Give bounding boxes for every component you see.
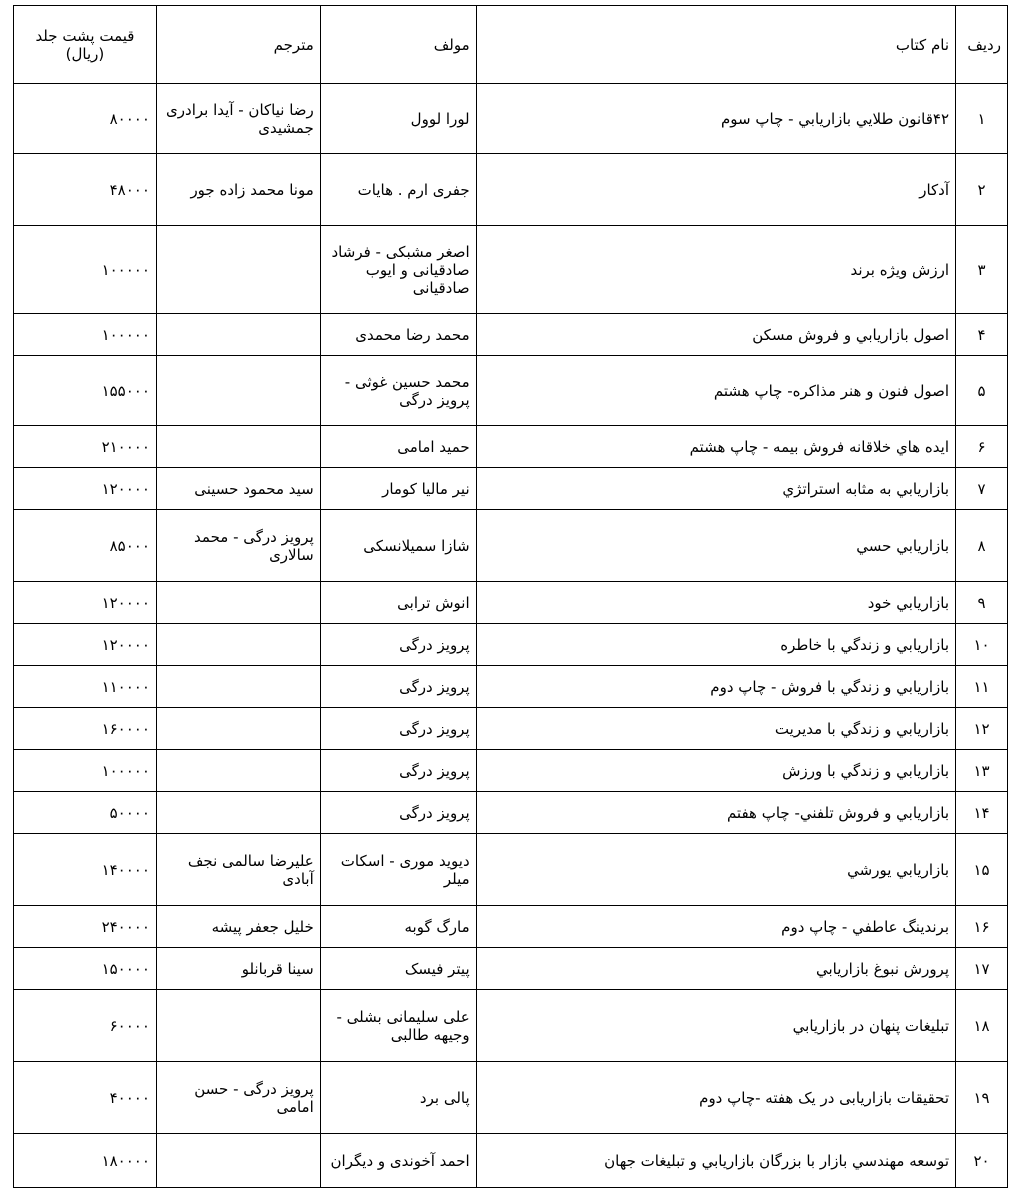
book-title-cell: بازاريابي و زندگي با خاطره	[476, 624, 955, 666]
book-title-cell: بازاريابي و زندگي با فروش - چاپ دوم	[476, 666, 955, 708]
translator-cell	[156, 750, 320, 792]
row-number-cell: ۹	[956, 582, 1008, 624]
translator-cell: علیرضا سالمی نجف آبادی	[156, 834, 320, 906]
table-row	[14, 356, 1008, 426]
book-title-cell: اصول فنون و هنر مذاکره- چاپ هشتم	[476, 356, 955, 426]
author-cell: انوش ترابی	[320, 582, 476, 624]
author-cell: پرویز درگی	[320, 666, 476, 708]
table-row	[14, 834, 1008, 906]
translator-cell	[156, 1134, 320, 1188]
table-body	[14, 84, 1008, 1188]
header-price: قیمت پشت جلد (ریال)	[14, 6, 157, 84]
translator-cell	[156, 990, 320, 1062]
row-number-cell: ۱	[956, 84, 1008, 154]
book-title-cell: بازاريابي خود	[476, 582, 955, 624]
author-cell: علی سلیمانی بشلی - وجیهه طالبی	[320, 990, 476, 1062]
book-title-cell: پرورش نبوغ بازاريابي	[476, 948, 955, 990]
translator-cell: پرویز درگی - محمد سالاری	[156, 510, 320, 582]
author-cell: لورا لوول	[320, 84, 476, 154]
table-row	[14, 582, 1008, 624]
price-cell: ۱۰۰۰۰۰	[14, 314, 157, 356]
author-cell: حمید امامی	[320, 426, 476, 468]
table-row	[14, 750, 1008, 792]
header-author: مولف	[320, 6, 476, 84]
table-row	[14, 792, 1008, 834]
book-title-cell: تبليغات پنهان در بازاريابي	[476, 990, 955, 1062]
row-number-cell: ۱۱	[956, 666, 1008, 708]
author-cell: پرویز درگی	[320, 792, 476, 834]
table-row	[14, 426, 1008, 468]
price-cell: ۱۲۰۰۰۰	[14, 624, 157, 666]
row-number-cell: ۸	[956, 510, 1008, 582]
row-number-cell: ۶	[956, 426, 1008, 468]
header-row-number: ردیف	[956, 6, 1008, 84]
row-number-cell: ۵	[956, 356, 1008, 426]
table-row	[14, 314, 1008, 356]
table-row	[14, 666, 1008, 708]
book-title-cell: تحقیقات بازاریابی در یک هفته -چاپ دوم	[476, 1062, 955, 1134]
price-cell: ۶۰۰۰۰	[14, 990, 157, 1062]
author-cell: نیر مالیا کومار	[320, 468, 476, 510]
price-cell: ۱۵۰۰۰۰	[14, 948, 157, 990]
price-cell: ۱۲۰۰۰۰	[14, 468, 157, 510]
price-cell: ۲۴۰۰۰۰	[14, 906, 157, 948]
author-cell: اصغر مشبکی - فرشاد صادقیانی و ایوب صادقیانی	[320, 226, 476, 314]
price-cell: ۴۸۰۰۰	[14, 154, 157, 226]
price-cell: ۱۰۰۰۰۰	[14, 226, 157, 314]
book-title-cell: بازاريابي و زندگي با مديريت	[476, 708, 955, 750]
author-cell: محمد حسین غوثی - پرویز درگی	[320, 356, 476, 426]
author-cell: پالی برد	[320, 1062, 476, 1134]
translator-cell	[156, 226, 320, 314]
row-number-cell: ۲	[956, 154, 1008, 226]
book-title-cell: بازاريابي حسي	[476, 510, 955, 582]
translator-cell	[156, 708, 320, 750]
table-row	[14, 1134, 1008, 1188]
header-row	[14, 6, 1008, 84]
book-title-cell: ۴۲قانون طلايي بازاريابي - چاپ سوم	[476, 84, 955, 154]
price-cell: ۱۵۵۰۰۰	[14, 356, 157, 426]
row-number-cell: ۱۸	[956, 990, 1008, 1062]
row-number-cell: ۱۴	[956, 792, 1008, 834]
translator-cell: مونا محمد زاده جور	[156, 154, 320, 226]
price-cell: ۴۰۰۰۰	[14, 1062, 157, 1134]
book-title-cell: برندينگ عاطفي - چاپ دوم	[476, 906, 955, 948]
translator-cell	[156, 426, 320, 468]
table-row	[14, 990, 1008, 1062]
author-cell: احمد آخوندی و دیگران	[320, 1134, 476, 1188]
row-number-cell: ۱۳	[956, 750, 1008, 792]
row-number-cell: ۱۷	[956, 948, 1008, 990]
author-cell: پرویز درگی	[320, 624, 476, 666]
row-number-cell: ۱۵	[956, 834, 1008, 906]
author-cell: پرویز درگی	[320, 750, 476, 792]
book-title-cell: اصول بازاريابي و فروش مسكن	[476, 314, 955, 356]
translator-cell	[156, 792, 320, 834]
table-row	[14, 624, 1008, 666]
row-number-cell: ۱۰	[956, 624, 1008, 666]
translator-cell	[156, 624, 320, 666]
book-title-cell: بازاريابي و فروش تلفني- چاپ هفتم	[476, 792, 955, 834]
translator-cell: پرویز درگی - حسن امامی	[156, 1062, 320, 1134]
table-row	[14, 154, 1008, 226]
price-cell: ۲۱۰۰۰۰	[14, 426, 157, 468]
translator-cell: خلیل جعفر پیشه	[156, 906, 320, 948]
author-cell: مارگ گوبه	[320, 906, 476, 948]
price-cell: ۱۴۰۰۰۰	[14, 834, 157, 906]
translator-cell: سید محمود حسینی	[156, 468, 320, 510]
translator-cell	[156, 314, 320, 356]
price-cell: ۱۸۰۰۰۰	[14, 1134, 157, 1188]
author-cell: شازا سمیلانسکی	[320, 510, 476, 582]
table-row	[14, 226, 1008, 314]
price-cell: ۱۶۰۰۰۰	[14, 708, 157, 750]
books-table	[13, 5, 1008, 1188]
price-cell: ۸۰۰۰۰	[14, 84, 157, 154]
book-title-cell: آدکار	[476, 154, 955, 226]
table-row	[14, 468, 1008, 510]
translator-cell	[156, 582, 320, 624]
table-row	[14, 84, 1008, 154]
row-number-cell: ۷	[956, 468, 1008, 510]
book-title-cell: بازاريابي يورشي	[476, 834, 955, 906]
row-number-cell: ۱۹	[956, 1062, 1008, 1134]
author-cell: جفری ارم . هایات	[320, 154, 476, 226]
table-row	[14, 510, 1008, 582]
table-row	[14, 906, 1008, 948]
book-title-cell: ايده هاي خلاقانه فروش بيمه - چاپ هشتم	[476, 426, 955, 468]
table-row	[14, 708, 1008, 750]
row-number-cell: ۲۰	[956, 1134, 1008, 1188]
table-row	[14, 1062, 1008, 1134]
book-title-cell: بازاريابي و زندگي با ورزش	[476, 750, 955, 792]
author-cell: پیتر فیسک	[320, 948, 476, 990]
price-cell: ۵۰۰۰۰	[14, 792, 157, 834]
book-title-cell: بازاريابي به مثابه استراتژي	[476, 468, 955, 510]
translator-cell: رضا نیاکان - آیدا برادری جمشیدی	[156, 84, 320, 154]
translator-cell	[156, 666, 320, 708]
header-book-title: نام کتاب	[476, 6, 955, 84]
translator-cell: سینا قربانلو	[156, 948, 320, 990]
author-cell: پرویز درگی	[320, 708, 476, 750]
price-cell: ۱۲۰۰۰۰	[14, 582, 157, 624]
row-number-cell: ۱۶	[956, 906, 1008, 948]
row-number-cell: ۴	[956, 314, 1008, 356]
price-cell: ۱۱۰۰۰۰	[14, 666, 157, 708]
translator-cell	[156, 356, 320, 426]
row-number-cell: ۳	[956, 226, 1008, 314]
price-cell: ۸۵۰۰۰	[14, 510, 157, 582]
row-number-cell: ۱۲	[956, 708, 1008, 750]
price-cell: ۱۰۰۰۰۰	[14, 750, 157, 792]
author-cell: دیوید موری - اسکات میلر	[320, 834, 476, 906]
author-cell: محمد رضا محمدی	[320, 314, 476, 356]
book-title-cell: ارزش ویژه برند	[476, 226, 955, 314]
header-translator: مترجم	[156, 6, 320, 84]
book-title-cell: توسعه مهندسي بازار با بزرگان بازاريابي و تبليغات جهان	[476, 1134, 955, 1188]
table-row	[14, 948, 1008, 990]
